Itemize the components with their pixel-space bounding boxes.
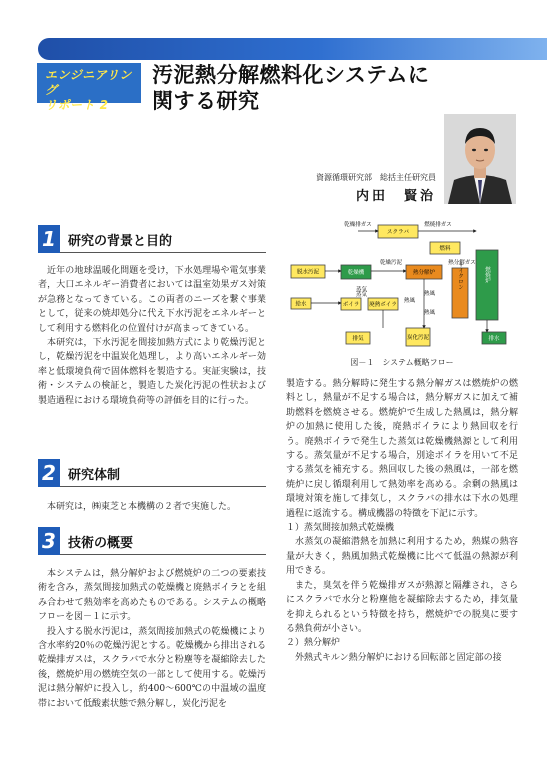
list-heading: ２）熱分解炉 <box>286 638 341 649</box>
section-rule <box>60 252 266 253</box>
paragraph: 製造する。熱分解時に発生する熱分解ガスは燃焼炉の燃料とし，熱量が不足する場合は，熱分解ガスに加えて補助燃料を燃焼させる。燃焼炉で生成した熱風は，熱分解炉の加熱に使用した後，廃熱ボイラにより熱回収を行う。廃熱ボイラで発生した蒸気は乾燥機熱源として利用する。蒸気量が不足する場合，別途ボイラを用いて不足する蒸気を補充する。熱回収した後の熱風は，一部を燃焼炉に戻し循環利用して熱効率を高める。余剰の熱風は環境対策を施して排気し，スクラバの排水は下水の処理過程に返流する。構成機器の特徴を下記に示す。 <box>286 379 518 519</box>
section-rule <box>60 554 266 555</box>
paragraph: 本研究は，下水汚泥を間接加熱方式により乾燥汚泥とし，乾燥汚泥を中温炭化処理し，より高いエネルギー効率と低環境負荷で固体燃料を製造する。実証実験は，技術・システムの検証と，製造した炭化汚泥の性状および製造過程における環境負荷等の評価を目的に行った。 <box>38 338 266 406</box>
section-3-body <box>38 567 266 711</box>
hot-air-label-2: 熱風 <box>424 291 436 297</box>
figure-caption: 図－１ システム概略フロー <box>350 358 454 367</box>
water-supply-label: 給水 <box>295 301 307 308</box>
paragraph: 近年の地球温暖化問題を受け，下水処理場や電気事業者，大口エネルギー消費者においては温室効果ガス対策が急務となってきている。この両者のニーズを繋ぐ事業として，従来の焼却処分に代え下水汚泥をエネルギーとして利用する燃料化の位置付けが高まってきている。 <box>38 266 266 334</box>
title-line-1: 汚泥熱分解燃料化システムに <box>152 63 430 87</box>
system-flow-diagram <box>286 220 518 352</box>
section-rule <box>60 486 266 487</box>
dry-exhaust-label: 乾燥排ガス <box>344 222 372 228</box>
section-number: 3 <box>38 527 60 555</box>
header-decor-bar <box>38 38 547 60</box>
pyro-gas-label: 熱分解ガス <box>448 260 476 266</box>
scrubber-label: スクラバ <box>386 229 410 236</box>
dewatered-sludge-label: 脱水汚泥 <box>296 269 320 276</box>
section-1-header <box>38 225 266 253</box>
cyclone-label: サイクロン <box>457 262 463 290</box>
combustion-furnace-label: 燃焼炉 <box>484 266 490 284</box>
section-1-body <box>38 264 266 408</box>
drain-label: 排水 <box>488 336 500 342</box>
list-heading: １）蒸気間接加熱式乾燥機 <box>286 523 395 534</box>
dryer-label: 乾燥機 <box>347 270 365 276</box>
author-photo <box>444 114 516 204</box>
author-portrait-image <box>444 114 516 204</box>
right-column-body <box>286 377 518 665</box>
section-title: 研究体制 <box>68 468 121 483</box>
paragraph: 水蒸気の凝縮潜熱を加熱に利用するため，熱媒の熱容量が大きく，熱風加熱式乾燥機に比べて低温の熱源が利用できる。 <box>286 537 518 577</box>
steam-label: 蒸気 <box>356 287 368 293</box>
section-2-header <box>38 459 266 487</box>
report-badge <box>37 63 141 112</box>
hot-air-label-3: 熱風 <box>424 310 436 316</box>
paragraph: また，臭気を伴う乾燥排ガスが熱源と隔離され，さらにスクラバで水分と粉塵他を凝縮除去するため，排気量を抑えられるという特徴を持ち，燃焼炉での脱臭に要する熱負荷が小さい。 <box>286 580 518 634</box>
section-2-body <box>38 500 266 514</box>
dry-sludge-label: 乾燥汚泥 <box>379 260 403 266</box>
pyrolysis-label: 熱分解炉 <box>412 270 436 276</box>
badge-line-1: エンジニアリング <box>45 68 132 97</box>
combustion-furnace-box <box>476 250 498 320</box>
steam-label-2: 蒸気 <box>356 292 368 298</box>
section-title: 技術の概要 <box>68 536 134 551</box>
carbonized-label: 炭化汚泥 <box>406 335 430 341</box>
title-line-2: 関する研究 <box>152 89 260 113</box>
section-number: 1 <box>38 225 60 253</box>
paragraph: 本システムは，熱分解炉および燃焼炉の二つの要素技術を含み，蒸気間接加熱式の乾燥機と廃熱ボイラとを組み合わせて熱効率を高めたものである。システムの概略フローを図－１に示す。 <box>38 569 266 623</box>
paragraph: 本研究は，㈱東芝と本機構の２者で実施した。 <box>47 502 237 512</box>
section-3-header <box>38 527 266 555</box>
exhaust-label: 排気 <box>352 336 364 342</box>
section-title: 研究の背景と目的 <box>68 234 173 249</box>
author-name: 内田 賢治 <box>355 189 436 204</box>
page-title <box>152 62 429 114</box>
boiler-label: ボイラ <box>342 302 360 308</box>
waste-heat-boiler-label: 廃熱ボイラ <box>369 302 397 308</box>
combustion-exhaust-label: 燃焼排ガス <box>424 222 452 228</box>
badge-line-2: リポート 2 <box>45 98 109 112</box>
hot-air-label: 熱風 <box>404 298 416 304</box>
paragraph: 投入する脱水汚泥は，蒸気間接加熱式の乾燥機により含水率約20％の乾燥汚泥とする。乾燥機から排出される乾燥排ガスは，スクラバで水分と粉塵等を凝縮除去した後，燃焼炉用の燃焼空気の一部として使用する。乾燥汚泥は熱分解炉に投入し，約400～600℃の中温域の温度帯において低酸素状態で熱分解し，炭化汚泥を <box>38 626 266 709</box>
author-affiliation: 資源循環研究部 総括主任研究員 <box>316 173 436 182</box>
fuel-label: 燃料 <box>439 246 451 252</box>
paragraph: 外熱式キルン熱分解炉における回転部と固定部の接 <box>295 652 502 663</box>
section-number: 2 <box>38 459 60 487</box>
